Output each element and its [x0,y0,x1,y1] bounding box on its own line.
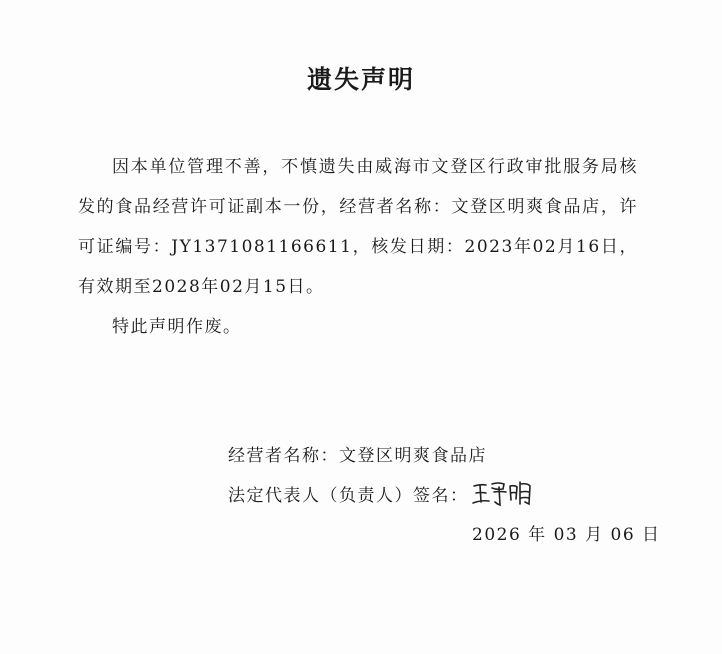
representative-signature-line: 法定代表人（负责人）签名： [228,486,469,506]
statement-paragraph: 因本单位管理不善，不慎遗失由威海市文登区行政审批服务局核发的食品经营许可证副本一份，经营者名称：文登区明爽食品店，许可证编号：JY1371081166611，核发日期：2023年02月16日，有效期至2028年02月15日。 [78,157,638,297]
handwritten-signature [470,478,540,508]
document-body [78,147,638,347]
document-title: 遗失声明 [306,65,415,94]
void-declaration: 特此声明作废。 [112,317,242,337]
declaration-date: 2026 年 03 月 06 日 [472,525,661,545]
operator-name-line: 经营者名称：文登区明爽食品店 [228,446,487,466]
signature-block [228,436,487,516]
